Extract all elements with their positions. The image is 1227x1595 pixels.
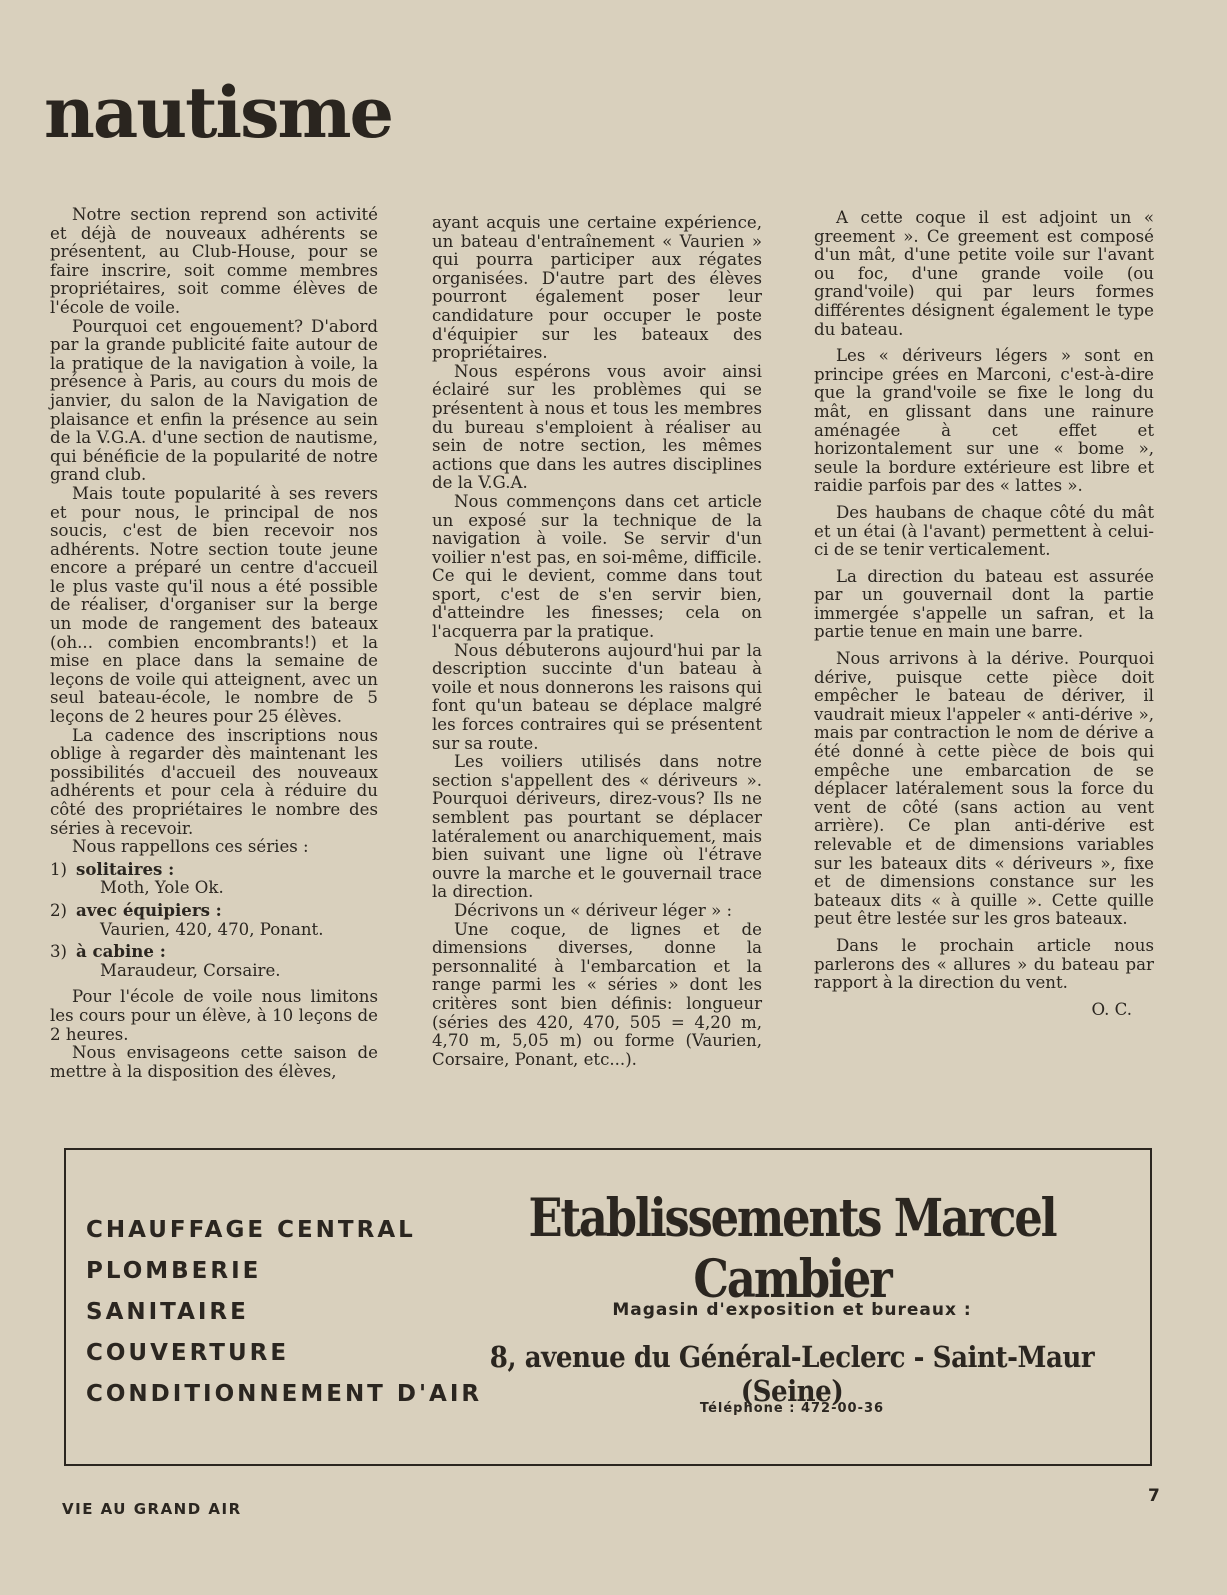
paragraph: Nous espérons vous avoir ainsi éclairé sur les problèmes qui se présentent à nous et tous les membres du bureau s'emploient à réaliser au sein de notre section, les mêmes actions que dans les autres disciplines de la V.G.A.	[432, 361, 762, 493]
paragraph: Les voiliers utilisés dans notre section s'appellent des « dériveurs ». Pourquoi dériveurs, direz-vous? Ils ne semblent pas pourtant se déplacer latéralement ou anarchiquement, mais bien suivant une ligne où l'étrave ouvre la marche et le gouvernail trace la direction.	[432, 752, 762, 902]
article-column-2	[432, 214, 762, 1069]
page-number: 7	[1148, 1486, 1160, 1506]
series-item: 2) avec équipiers :	[50, 899, 222, 920]
paragraph: La direction du bateau est assurée par un gouvernail dont la partie immergée s'appelle un safran, et la partie tenue en main une barre.	[814, 566, 1154, 642]
series-models: Moth, Yole Ok.	[100, 878, 224, 898]
paragraph: Pour l'école de voile nous limitons les cours pour un élève, à 10 leçons de 2 heures.	[50, 987, 378, 1044]
ad-service: SANITAIRE	[86, 1299, 249, 1325]
ad-showroom: Magasin d'exposition et bureaux :	[612, 1300, 972, 1320]
ad-service: COUVERTURE	[86, 1340, 290, 1366]
paragraph: A cette coque il est adjoint un « greement ». Ce greement est composé d'un mât, d'une petite voile sur l'avant ou foc, d'une grande voile (ou grand'voile) qui par leurs formes différentes désignent également le type du bateau.	[814, 208, 1154, 339]
ad-company-name: Etablissements Marcel Cambier	[528, 1188, 1056, 1310]
ad-address: 8, avenue du Général-Leclerc - Saint-Maur (Seine)	[489, 1340, 1095, 1408]
paragraph: Nous arrivons à la dérive. Pourquoi dérive, puisque cette pièce doit empêcher le bateau de dériver, il vaudrait mieux l'appeler « anti-dérive », mais par contraction le nom de dérive a été donné à cette pièce de bois qui empêche une embarcation de se déplacer latéralement sous la force du vent de côté (sans action au vent arrière). Ce plan anti-dérive est relevable et de dimensions variables sur les bateaux dits « dériveurs », fixe et de dimensions constance sur les bateaux dits « à quille ». Cette quille peut être lestée sur les gros bateaux.	[814, 649, 1154, 929]
paragraph: Nous envisageons cette saison de mettre à la disposition des élèves,	[50, 1043, 378, 1081]
paragraph: Une coque, de lignes et de dimensions diverses, donne la personnalité à l'embarcation et la range parmi les « séries » dont les critères sont bien définis: longueur (séries des 420, 470, 505 = 4,20 m, 4,70 m, 5,05 m) ou forme (Vaurien, Corsaire, Ponant, etc...).	[432, 919, 762, 1069]
ad-service: CHAUFFAGE CENTRAL	[86, 1217, 416, 1243]
series-models: Vaurien, 420, 470, Ponant.	[100, 919, 324, 939]
series-item: 3) à cabine :	[50, 941, 166, 962]
paragraph: La cadence des inscriptions nous oblige à regarder dès maintenant les possibilités d'accueil des nouveaux adhérents et pour cela à réduire du côté des propriétaires le nombre des séries à recevoir.	[50, 725, 378, 838]
paragraph: Nous commençons dans cet article un exposé sur la technique de la navigation à voile. Se servir d'un voilier n'est pas, en soi-même, difficile. Ce qui le devient, comme dans tout sport, c'est de s'en servir bien, d'atteindre les finesses; cela on l'acquerra par la pratique.	[432, 491, 762, 642]
author-signature: O. C.	[1091, 999, 1132, 1019]
paragraph: Décrivons un « dériveur léger » :	[454, 900, 733, 920]
page-title: nautisme	[44, 71, 393, 154]
series-models: Maraudeur, Corsaire.	[100, 960, 281, 980]
ad-phone: Téléphone : 472-00-36	[699, 1401, 885, 1416]
publication-name: VIE AU GRAND AIR	[62, 1500, 242, 1518]
paragraph: Pourquoi cet engouement? D'abord par la grande publicité faite autour de la pratique de la navigation à voile, la présence à Paris, au cours du mois de janvier, du salon de la Navigation de plaisance et enfin la présence au sein de la V.G.A. d'une section de nautisme, qui bénéficie de la popularité de notre grand club.	[50, 316, 378, 485]
advertisement	[64, 1148, 1152, 1466]
paragraph: Dans le prochain article nous parlerons des « allures » du bateau par rapport à la direction du vent.	[814, 935, 1154, 993]
paragraph: Nous rappellons ces séries :	[72, 837, 309, 857]
paragraph: Notre section reprend son activité et déjà de nouveaux adhérents se présentent, au Club-House, pour se faire inscrire, soit comme membres propriétaires, soit comme élèves de l'école de voile.	[50, 205, 378, 317]
article-column-3	[814, 209, 1154, 1019]
paragraph: Des haubans de chaque côté du mât et un étai (à l'avant) permettent à celui-ci de se tenir verticalement.	[814, 502, 1154, 560]
ad-service: CONDITIONNEMENT D'AIR	[86, 1381, 483, 1407]
paragraph: Les « dériveurs légers » sont en principe grées en Marconi, c'est-à-dire que la grand'voile se fixe le long du mât, en glissant dans une rainure aménagée à cet effet et horizontalement sur une « bome », seule la bordure extérieure est libre et raidie parfois par des « lattes ».	[814, 346, 1154, 496]
paragraph: ayant acquis une certaine expérience, un bateau d'entraînement « Vaurien » qui pourra participer aux régates organisées. D'autre part des élèves pourront également poser leur candidature pour occuper le poste d'équipier sur les bateaux des propriétaires.	[432, 213, 762, 363]
paragraph: Nous débuterons aujourd'hui par la description succinte d'un bateau à voile et nous donnerons les raisons qui font qu'un bateau se déplace malgré les forces contraires qui se présentent sur sa route.	[432, 640, 762, 753]
ad-services-list	[86, 1210, 482, 1415]
series-item: 1) solitaires :	[50, 858, 175, 879]
ad-service: PLOMBERIE	[86, 1258, 262, 1284]
article-column-1	[50, 206, 378, 1081]
paragraph: Mais toute popularité à ses revers et pour nous, le principal de nos soucis, c'est de bien recevoir nos adhérents. Notre section toute jeune encore a préparé un centre d'accueil le plus vaste qu'il nous a été possible de réaliser, d'organiser sur la berge un mode de rangement des bateaux (oh... combien encombrants!) et la mise en place dans la semaine de leçons de voile qui atteignent, avec un seul bateau-école, le nombre de 5 leçons de 2 heures pour 25 élèves.	[50, 483, 378, 727]
